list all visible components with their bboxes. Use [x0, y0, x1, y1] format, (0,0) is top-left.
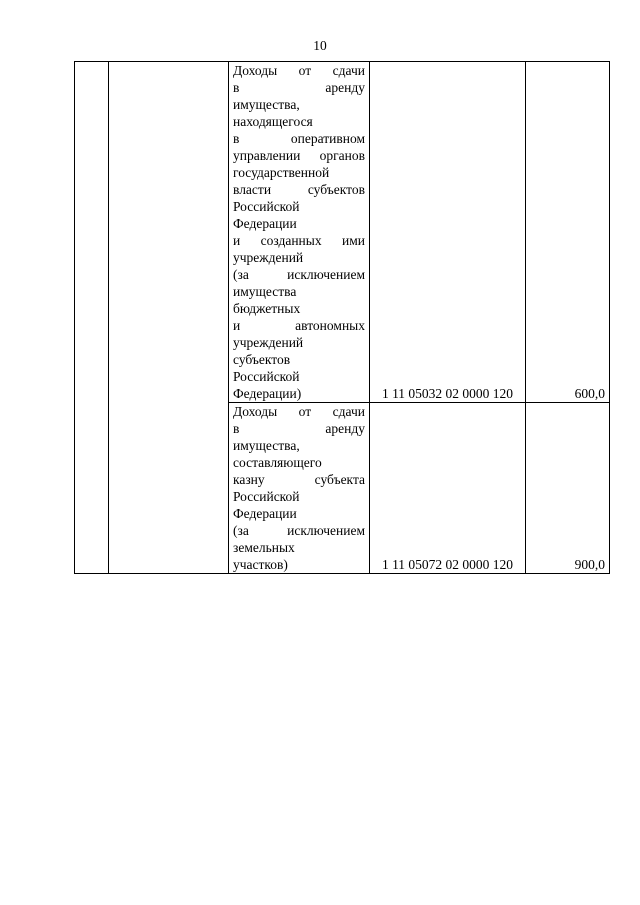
revenue-name-line: в оперативном [233, 131, 365, 146]
revenue-name-line: Федерации [233, 216, 297, 231]
revenue-name-line: Федерации) [233, 386, 302, 401]
revenue-name-line: управлении органов [233, 148, 365, 163]
table-row [75, 62, 610, 403]
page-number: 10 [313, 38, 327, 53]
revenue-name-line: в аренду [233, 421, 365, 436]
revenue-name-line: Российской [233, 369, 300, 384]
revenue-name-line: Федерации [233, 506, 297, 521]
revenue-name-line: государственной [233, 165, 330, 180]
row-number-cell [75, 62, 109, 574]
budget-code-cell [370, 62, 526, 403]
revenue-name-line: (за исключением [233, 267, 365, 282]
revenue-name-cell [229, 403, 370, 574]
revenue-name-line: имущества, [233, 97, 300, 112]
revenue-name-line: (за исключением [233, 523, 365, 538]
revenue-name-line: Доходы от сдачи [233, 63, 365, 78]
revenue-name-line: Доходы от сдачи [233, 404, 365, 419]
amount-value: 600,0 [574, 386, 605, 401]
budget-code: 1 11 05072 02 0000 120 [381, 557, 514, 572]
revenue-name-line: Российской [233, 199, 300, 214]
revenue-name-line: учреждений [233, 335, 304, 350]
revenue-name-line: имущества, [233, 438, 300, 453]
revenue-name [229, 62, 369, 402]
amount-value: 900,0 [574, 557, 605, 572]
revenue-name-line: учреждений [233, 250, 304, 265]
revenue-name-line: земельных [233, 540, 295, 555]
revenue-table [74, 61, 610, 574]
revenue-name-line: участков) [233, 557, 288, 572]
revenue-name-line: составляющего [233, 455, 322, 470]
revenue-name-line: имущества [233, 284, 297, 299]
amount-cell [526, 62, 610, 403]
revenue-name-line: и созданных ими [233, 233, 365, 248]
budget-code-cell [370, 403, 526, 574]
revenue-name-line: находящегося [233, 114, 313, 129]
revenue-name-line: бюджетных [233, 301, 301, 316]
revenue-name-line: субъектов [233, 352, 291, 367]
revenue-name-cell [229, 62, 370, 403]
administrator-cell [109, 62, 229, 574]
revenue-name [229, 403, 369, 573]
revenue-name-line: и автономных [233, 318, 365, 333]
revenue-name-line: Российской [233, 489, 300, 504]
amount-cell [526, 403, 610, 574]
budget-code: 1 11 05032 02 0000 120 [381, 386, 514, 401]
revenue-name-line: казну субъекта [233, 472, 365, 487]
revenue-name-line: власти субъектов [233, 182, 365, 197]
revenue-name-line: в аренду [233, 80, 365, 95]
